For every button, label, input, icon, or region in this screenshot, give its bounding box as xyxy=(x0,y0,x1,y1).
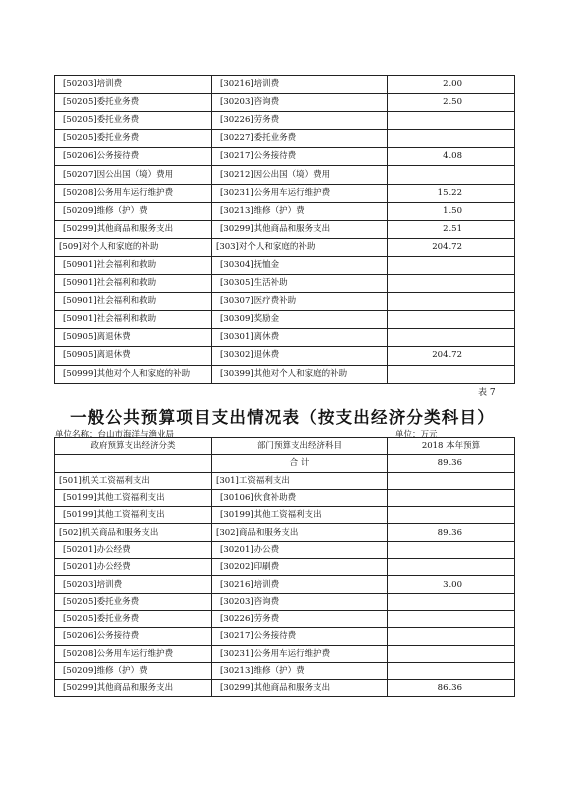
gov-class-cell: [50201]办公经费 xyxy=(55,541,212,558)
project-expenditure-table xyxy=(54,437,515,697)
amount-cell xyxy=(388,662,515,679)
amount-cell xyxy=(388,130,515,148)
gov-class-cell: [50199]其他工资福利支出 xyxy=(55,489,212,506)
amount-cell xyxy=(388,489,515,506)
dept-class-cell: [30304]抚恤金 xyxy=(212,256,388,274)
gov-class-cell: [50299]其他商品和服务支出 xyxy=(55,680,212,697)
amount-cell xyxy=(388,593,515,610)
header-row xyxy=(55,438,515,455)
amount-cell xyxy=(388,311,515,329)
dept-class-cell: [30301]离休费 xyxy=(212,329,388,347)
gov-class-cell: [509]对个人和家庭的补助 xyxy=(55,238,212,256)
dept-class-cell: [30309]奖励金 xyxy=(212,311,388,329)
amount-cell xyxy=(388,112,515,130)
table-row xyxy=(55,680,515,697)
amount-cell xyxy=(388,645,515,662)
dept-class-cell: [30299]其他商品和服务支出 xyxy=(212,680,388,697)
amount-cell: 204.72 xyxy=(388,347,515,365)
gov-class-cell: [50999]其他对个人和家庭的补助 xyxy=(55,365,212,383)
gov-class-cell: [50203]培训费 xyxy=(55,576,212,593)
table-row xyxy=(55,202,515,220)
total-value: 89.36 xyxy=(388,455,515,472)
dept-class-cell: [30217]公务接待费 xyxy=(212,148,388,166)
amount-cell: 15.22 xyxy=(388,184,515,202)
table-row xyxy=(55,559,515,576)
amount-cell xyxy=(388,610,515,627)
table-row xyxy=(55,628,515,645)
gov-class-cell: [50199]其他工资福利支出 xyxy=(55,507,212,524)
gov-class-cell: [50209]维修（护）费 xyxy=(55,202,212,220)
header-cell: 2018 本年预算 xyxy=(388,438,515,455)
amount-cell xyxy=(388,256,515,274)
dept-class-cell: [30302]退休费 xyxy=(212,347,388,365)
table-row xyxy=(55,645,515,662)
gov-class-cell: [50206]公务接待费 xyxy=(55,148,212,166)
total-label: 合 计 xyxy=(212,455,388,472)
amount-cell: 3.00 xyxy=(388,576,515,593)
table-row xyxy=(55,94,515,112)
table-body xyxy=(55,472,515,697)
dept-class-cell: [30305]生活补助 xyxy=(212,275,388,293)
gov-class-cell: [50201]办公经费 xyxy=(55,559,212,576)
gov-class-cell: [50209]维修（护）费 xyxy=(55,662,212,679)
amount-cell: 2.00 xyxy=(388,76,515,94)
dept-class-cell: [30216]培训费 xyxy=(212,76,388,94)
amount-cell: 2.50 xyxy=(388,94,515,112)
gov-class-cell: [50205]委托业务费 xyxy=(55,610,212,627)
table-row xyxy=(55,256,515,274)
gov-class-cell: [502]机关商品和服务支出 xyxy=(55,524,212,541)
amount-cell xyxy=(388,628,515,645)
table-row xyxy=(55,347,515,365)
amount-cell: 2.51 xyxy=(388,220,515,238)
gov-class-cell: [50905]离退休费 xyxy=(55,347,212,365)
dept-class-cell: [30226]劳务费 xyxy=(212,112,388,130)
table-row xyxy=(55,507,515,524)
table-row xyxy=(55,184,515,202)
page-title: 一般公共预算项目支出情况表（按支出经济分类科目） xyxy=(70,408,495,427)
table-row xyxy=(55,112,515,130)
dept-class-cell: [303]对个人和家庭的补助 xyxy=(212,238,388,256)
table-row xyxy=(55,148,515,166)
dept-class-cell: [30213]维修（护）费 xyxy=(212,202,388,220)
gov-class-cell: [50205]委托业务费 xyxy=(55,593,212,610)
gov-class-cell: [50207]因公出国（境）费用 xyxy=(55,166,212,184)
header-cell: 部门预算支出经济科目 xyxy=(212,438,388,455)
gov-class-cell: [50905]离退休费 xyxy=(55,329,212,347)
amount-cell xyxy=(388,275,515,293)
amount-cell: 1.50 xyxy=(388,202,515,220)
gov-class-cell: [50901]社会福利和救助 xyxy=(55,311,212,329)
header-cell: 政府预算支出经济分类 xyxy=(55,438,212,455)
gov-class-cell: [50205]委托业务费 xyxy=(55,94,212,112)
gov-class-cell: [50205]委托业务费 xyxy=(55,130,212,148)
dept-class-cell: [30231]公务用车运行维护费 xyxy=(212,645,388,662)
dept-class-cell: [30216]培训费 xyxy=(212,576,388,593)
gov-class-cell: [50208]公务用车运行维护费 xyxy=(55,645,212,662)
amount-cell: 86.36 xyxy=(388,680,515,697)
dept-class-cell: [30226]劳务费 xyxy=(212,610,388,627)
table-row xyxy=(55,610,515,627)
dept-class-cell: [30217]公务接待费 xyxy=(212,628,388,645)
dept-class-cell: [30213]维修（护）费 xyxy=(212,662,388,679)
table-row xyxy=(55,76,515,94)
table-row xyxy=(55,365,515,383)
table-row xyxy=(55,541,515,558)
table-row xyxy=(55,311,515,329)
gov-class-cell: [50208]公务用车运行维护费 xyxy=(55,184,212,202)
table-row xyxy=(55,329,515,347)
amount-cell xyxy=(388,329,515,347)
expenditure-table-continued xyxy=(54,75,515,384)
total-row xyxy=(55,455,515,472)
amount-cell xyxy=(388,541,515,558)
gov-class-cell: [50901]社会福利和救助 xyxy=(55,256,212,274)
amount-cell xyxy=(388,365,515,383)
table-row xyxy=(55,576,515,593)
table-number: 表 7 xyxy=(478,388,496,398)
dept-class-cell: [30199]其他工资福利支出 xyxy=(212,507,388,524)
dept-class-cell: [30299]其他商品和服务支出 xyxy=(212,220,388,238)
dept-class-cell: [30212]因公出国（境）费用 xyxy=(212,166,388,184)
amount-cell xyxy=(388,559,515,576)
dept-class-cell: [30307]医疗费补助 xyxy=(212,293,388,311)
table-row xyxy=(55,472,515,489)
dept-class-cell: [30203]咨询费 xyxy=(212,94,388,112)
gov-class-cell: [50901]社会福利和救助 xyxy=(55,275,212,293)
dept-class-cell: [30231]公务用车运行维护费 xyxy=(212,184,388,202)
amount-cell: 4.08 xyxy=(388,148,515,166)
gov-class-cell: [501]机关工资福利支出 xyxy=(55,472,212,489)
dept-class-cell: [30201]办公费 xyxy=(212,541,388,558)
dept-class-cell: [30203]咨询费 xyxy=(212,593,388,610)
dept-class-cell: [30227]委托业务费 xyxy=(212,130,388,148)
amount-cell: 204.72 xyxy=(388,238,515,256)
dept-class-cell: [302]商品和服务支出 xyxy=(212,524,388,541)
amount-cell xyxy=(388,166,515,184)
amount-cell: 89.36 xyxy=(388,524,515,541)
total-empty-cell xyxy=(55,455,212,472)
dept-class-cell: [301]工资福利支出 xyxy=(212,472,388,489)
unit-name: 单位名称：台山市海洋与渔业局 xyxy=(55,430,175,440)
table-row xyxy=(55,275,515,293)
table-row xyxy=(55,220,515,238)
table-row xyxy=(55,593,515,610)
table-row xyxy=(55,293,515,311)
table-row xyxy=(55,489,515,506)
gov-class-cell: [50299]其他商品和服务支出 xyxy=(55,220,212,238)
gov-class-cell: [50206]公务接待费 xyxy=(55,628,212,645)
table-row xyxy=(55,524,515,541)
dept-class-cell: [30202]印刷费 xyxy=(212,559,388,576)
dept-class-cell: [30399]其他对个人和家庭的补助 xyxy=(212,365,388,383)
gov-class-cell: [50203]培训费 xyxy=(55,76,212,94)
table-body xyxy=(55,76,515,384)
dept-class-cell: [30106]伙食补助费 xyxy=(212,489,388,506)
amount-cell xyxy=(388,507,515,524)
amount-cell xyxy=(388,472,515,489)
gov-class-cell: [50901]社会福利和救助 xyxy=(55,293,212,311)
table-row xyxy=(55,130,515,148)
gov-class-cell: [50205]委托业务费 xyxy=(55,112,212,130)
amount-cell xyxy=(388,293,515,311)
table-row xyxy=(55,166,515,184)
table-row xyxy=(55,238,515,256)
table-row xyxy=(55,662,515,679)
unit-label: 单位：万元 xyxy=(395,430,438,440)
